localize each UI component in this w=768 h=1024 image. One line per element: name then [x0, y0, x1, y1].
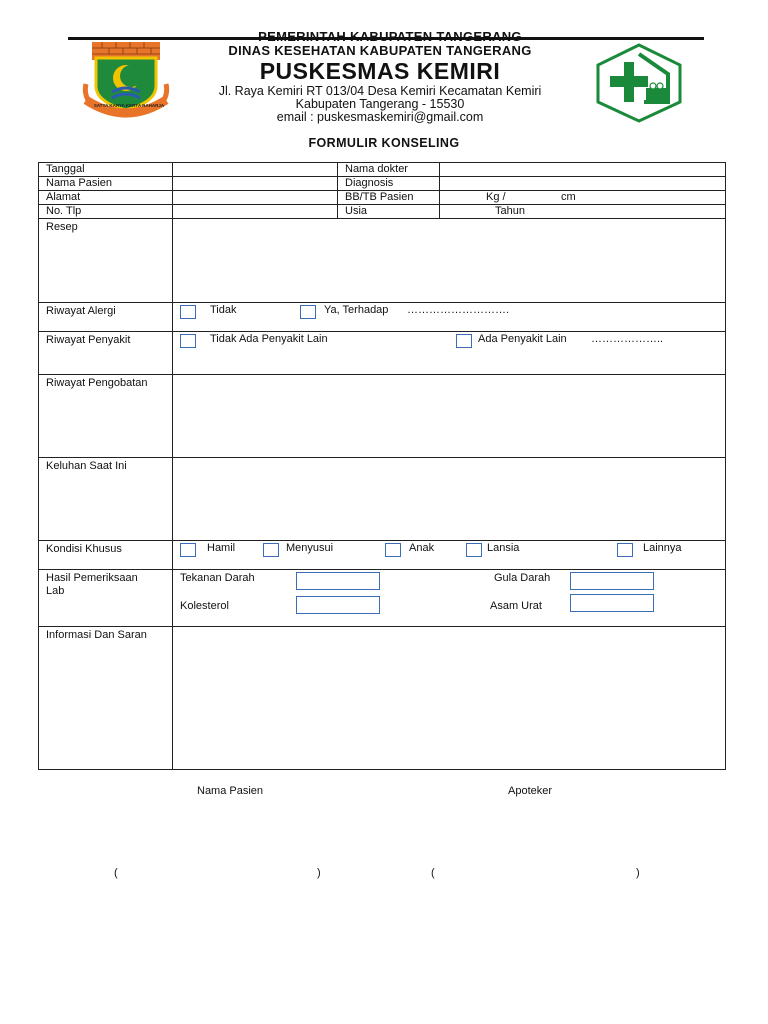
kondisi-hamil-label: Hamil — [207, 542, 236, 554]
government-title: PEMERINTAH KABUPATEN TANGERANG — [258, 29, 522, 44]
tekanan-darah-label: Tekanan Darah — [180, 572, 255, 584]
table-row — [39, 163, 726, 177]
label-nama-dokter: Nama dokter — [338, 163, 440, 177]
input-informasi-saran[interactable] — [173, 627, 726, 770]
checkbox-alergi-ya[interactable] — [300, 305, 316, 319]
label-riwayat-alergi: Riwayat Alergi — [39, 303, 173, 332]
checkbox-lansia[interactable] — [466, 543, 482, 557]
table-row — [39, 191, 726, 205]
checkbox-penyakit-ada[interactable] — [456, 334, 472, 348]
crest-motto: SATYA KARYA KERTA RAHARJA — [93, 103, 165, 108]
checkbox-lainnya[interactable] — [617, 543, 633, 557]
kondisi-menyusui-label: Menyusui — [286, 542, 334, 554]
input-nama-dokter[interactable] — [440, 163, 726, 177]
patient-sign-open-paren: ( — [114, 867, 118, 879]
checkbox-hamil[interactable] — [180, 543, 196, 557]
hasil-lab-fields — [173, 570, 726, 627]
alergi-ya-label: Ya, Terhadap — [324, 304, 389, 316]
kabupaten-crest-icon — [82, 40, 170, 120]
input-diagnosis[interactable] — [440, 177, 726, 191]
form-title: FORMULIR KONSELING — [308, 136, 460, 150]
kolesterol-input[interactable] — [296, 596, 380, 614]
penyakit-options — [173, 332, 726, 375]
hasil-lab-line-2: Lab — [46, 585, 65, 597]
table-row — [39, 205, 726, 219]
input-resep[interactable] — [173, 219, 726, 303]
input-nama-pasien[interactable] — [173, 177, 338, 191]
kolesterol-label: Kolesterol — [180, 600, 229, 612]
alergi-options — [173, 303, 726, 332]
input-tanggal[interactable] — [173, 163, 338, 177]
label-alamat: Alamat — [39, 191, 173, 205]
puskesmas-logo-icon — [594, 42, 684, 124]
checkbox-penyakit-tidak[interactable] — [180, 334, 196, 348]
label-tanggal: Tanggal — [39, 163, 173, 177]
label-riwayat-penyakit: Riwayat Penyakit — [39, 332, 173, 375]
gula-darah-label: Gula Darah — [494, 572, 551, 584]
konseling-form-table — [38, 162, 726, 770]
signature-patient-label: Nama Pasien — [197, 785, 264, 797]
input-riwayat-pengobatan[interactable] — [173, 375, 726, 458]
label-resep: Resep — [39, 219, 173, 303]
label-diagnosis: Diagnosis — [338, 177, 440, 191]
department-title: DINAS KESEHATAN KABUPATEN TANGERANG — [228, 43, 532, 58]
pharmacist-sign-close-paren: ) — [636, 867, 640, 879]
table-row — [39, 177, 726, 191]
asam-urat-label: Asam Urat — [490, 600, 542, 612]
address-line-2: Kabupaten Tangerang - 15530 — [295, 97, 465, 111]
label-hasil-lab — [39, 570, 173, 627]
label-bbtb: BB/TB Pasien — [338, 191, 440, 205]
table-row — [39, 219, 726, 303]
kondisi-options — [173, 541, 726, 570]
label-informasi-saran: Informasi Dan Saran — [39, 627, 173, 770]
kondisi-lainnya-label: Lainnya — [643, 542, 682, 554]
kondisi-anak-label: Anak — [409, 542, 435, 554]
bbtb-cm-unit: cm — [561, 191, 576, 203]
label-riwayat-pengobatan: Riwayat Pengobatan — [39, 375, 173, 458]
email-line: email : puskesmaskemiri@gmail.com — [276, 110, 484, 124]
input-alamat[interactable] — [173, 191, 338, 205]
tekanan-darah-input[interactable] — [296, 572, 380, 590]
penyakit-tidak-label: Tidak Ada Penyakit Lain — [210, 333, 328, 345]
checkbox-alergi-tidak[interactable] — [180, 305, 196, 319]
checkbox-anak[interactable] — [385, 543, 401, 557]
signature-pharmacist-label: Apoteker — [508, 785, 553, 797]
alergi-dots: ………………………. — [407, 304, 510, 316]
kondisi-lansia-label: Lansia — [487, 542, 520, 554]
bbtb-kg-unit: Kg / — [486, 191, 506, 203]
input-keluhan[interactable] — [173, 458, 726, 541]
asam-urat-input[interactable] — [570, 594, 654, 612]
table-row — [39, 303, 726, 332]
clinic-name: PUSKESMAS KEMIRI — [259, 58, 501, 84]
table-row — [39, 375, 726, 458]
address-line-1: Jl. Raya Kemiri RT 013/04 Desa Kemiri Kecamatan Kemiri — [218, 84, 542, 98]
penyakit-dots: ……………….. — [591, 333, 664, 345]
label-keluhan: Keluhan Saat Ini — [39, 458, 173, 541]
label-kondisi-khusus: Kondisi Khusus — [39, 541, 173, 570]
label-nama-pasien: Nama Pasien — [39, 177, 173, 191]
checkbox-menyusui[interactable] — [263, 543, 279, 557]
table-row — [39, 570, 726, 627]
gula-darah-input[interactable] — [570, 572, 654, 590]
table-row — [39, 627, 726, 770]
input-no-tlp[interactable] — [173, 205, 338, 219]
table-row — [39, 332, 726, 375]
label-no-tlp: No. Tlp — [39, 205, 173, 219]
alergi-tidak-label: Tidak — [210, 304, 237, 316]
table-row — [39, 458, 726, 541]
usia-unit: Tahun — [495, 205, 525, 217]
pharmacist-sign-open-paren: ( — [431, 867, 435, 879]
label-usia: Usia — [338, 205, 440, 219]
input-bbtb[interactable] — [440, 191, 726, 205]
hasil-lab-line-1: Hasil Pemeriksaan — [46, 572, 138, 584]
penyakit-ada-label: Ada Penyakit Lain — [478, 333, 567, 345]
input-usia[interactable] — [440, 205, 726, 219]
patient-sign-close-paren: ) — [317, 867, 321, 879]
table-row — [39, 541, 726, 570]
